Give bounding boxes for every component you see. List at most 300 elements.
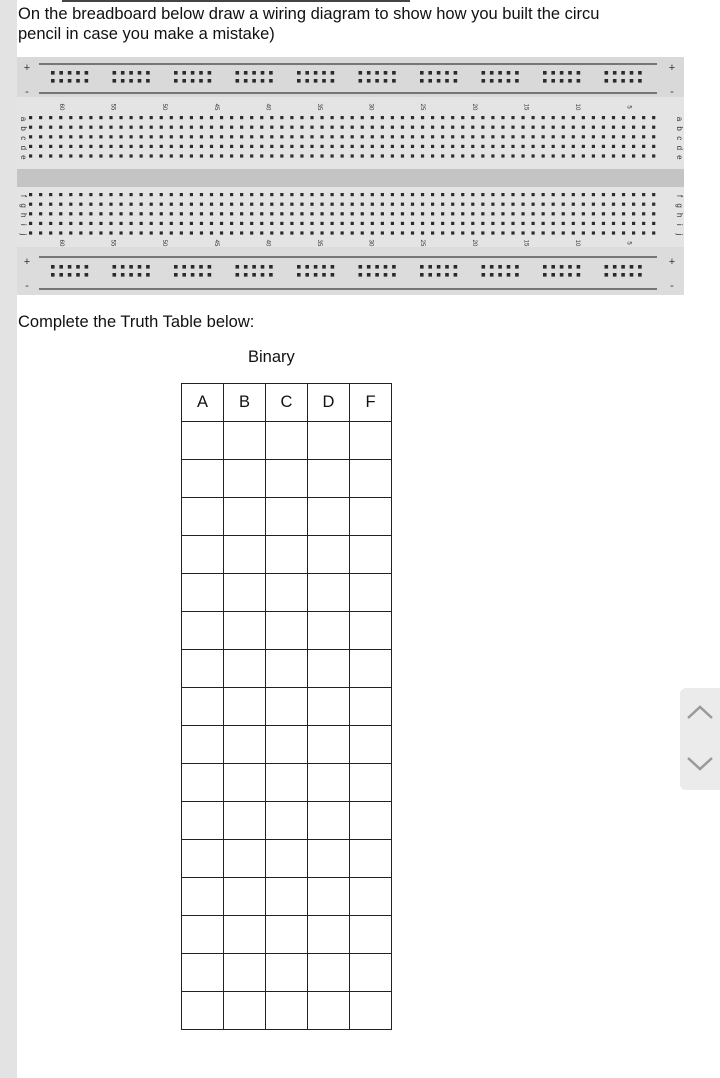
truth-table-cell[interactable] [350, 460, 392, 498]
terminal-hole [99, 203, 102, 206]
terminal-hole [431, 116, 434, 119]
terminal-hole [29, 116, 32, 119]
terminal-hole [300, 193, 303, 196]
truth-table-cell[interactable] [350, 764, 392, 802]
truth-table-cell[interactable] [224, 954, 266, 992]
terminal-hole [532, 154, 535, 157]
column-number: 30 [367, 239, 374, 247]
terminal-hole [200, 212, 203, 215]
truth-table-cell[interactable] [224, 764, 266, 802]
terminal-hole [300, 135, 303, 138]
terminal-hole [461, 212, 464, 215]
rail-hole [437, 265, 441, 269]
terminal-hole [411, 231, 414, 234]
truth-table-cell[interactable] [266, 802, 308, 840]
rail-hole [322, 273, 326, 277]
terminal-hole [130, 193, 133, 196]
truth-table-row [182, 688, 392, 726]
complete-truth-table-label: Complete the Truth Table below: [18, 313, 255, 331]
terminal-hole [542, 116, 545, 119]
truth-table-cell[interactable] [350, 916, 392, 954]
truth-table-cell[interactable] [266, 840, 308, 878]
truth-table-cell[interactable] [308, 536, 350, 574]
truth-table-cell[interactable] [266, 992, 308, 1030]
truth-table-cell[interactable] [182, 650, 224, 688]
terminal-hole [320, 145, 323, 148]
truth-table-row [182, 498, 392, 536]
rail-hole [428, 265, 432, 269]
rail-hole [182, 265, 186, 269]
rail-hole [322, 71, 326, 75]
terminal-hole [341, 231, 344, 234]
terminal-hole [532, 126, 535, 129]
terminal-hole [270, 222, 273, 225]
terminal-hole [39, 222, 42, 225]
terminal-hole [240, 212, 243, 215]
terminal-hole [401, 135, 404, 138]
rail-plus-label: + [668, 256, 676, 268]
truth-table-cell[interactable] [224, 726, 266, 764]
rail-hole [252, 273, 256, 277]
rail-hole [129, 79, 133, 83]
truth-table-cell[interactable] [308, 498, 350, 536]
terminal-hole [69, 126, 72, 129]
truth-table-cell[interactable] [182, 726, 224, 764]
terminal-hole [612, 135, 615, 138]
terminal-hole [69, 222, 72, 225]
terminal-hole [391, 154, 394, 157]
terminal-hole [562, 145, 565, 148]
terminal-hole [180, 231, 183, 234]
terminal-hole [391, 193, 394, 196]
terminal-hole [351, 154, 354, 157]
terminal-hole [260, 145, 263, 148]
rail-hole [482, 79, 486, 83]
truth-table-cell[interactable] [350, 498, 392, 536]
truth-table-cell[interactable] [350, 650, 392, 688]
truth-table-cell[interactable] [224, 612, 266, 650]
terminal-hole [381, 212, 384, 215]
truth-table-cell[interactable] [266, 726, 308, 764]
truth-table-cell[interactable] [308, 726, 350, 764]
column-number: 15 [522, 239, 529, 247]
terminal-hole [471, 231, 474, 234]
rail-hole [85, 79, 89, 83]
terminal-hole [331, 135, 334, 138]
terminal-hole [250, 145, 253, 148]
terminal-hole [532, 193, 535, 196]
terminal-hole [572, 116, 575, 119]
rail-hole [199, 273, 203, 277]
truth-table-cell[interactable] [182, 992, 224, 1030]
terminal-hole [270, 126, 273, 129]
rail-hole [191, 79, 195, 83]
terminal-hole [451, 116, 454, 119]
terminal-hole [642, 193, 645, 196]
terminal-hole [552, 193, 555, 196]
truth-table-cell[interactable] [224, 802, 266, 840]
terminal-hole [250, 231, 253, 234]
terminal-hole [491, 203, 494, 206]
terminal-hole [79, 116, 82, 119]
terminal-hole [431, 212, 434, 215]
truth-table-cell[interactable] [266, 916, 308, 954]
column-number: 35 [316, 239, 322, 247]
terminal-hole [290, 203, 293, 206]
terminal-hole [240, 135, 243, 138]
terminal-hole [240, 203, 243, 206]
truth-table-cell[interactable] [224, 422, 266, 460]
truth-table-cell[interactable] [308, 840, 350, 878]
terminal-hole [331, 203, 334, 206]
chevron-down-icon [684, 748, 716, 780]
truth-table-cell[interactable] [350, 574, 392, 612]
truth-table-cell[interactable] [224, 498, 266, 536]
rail-hole [199, 265, 203, 269]
terminal-hole [491, 212, 494, 215]
terminal-hole [411, 203, 414, 206]
truth-table-cell[interactable] [182, 612, 224, 650]
truth-table-cell[interactable] [266, 878, 308, 916]
terminal-hole [220, 116, 223, 119]
truth-table-cell[interactable] [182, 536, 224, 574]
rail-hole [146, 71, 150, 75]
terminal-hole [622, 203, 625, 206]
terminal-hole [99, 145, 102, 148]
terminal-hole [250, 222, 253, 225]
rail-hole [551, 71, 555, 75]
terminal-hole [130, 116, 133, 119]
truth-table-cell[interactable] [266, 650, 308, 688]
truth-table-cell[interactable] [308, 574, 350, 612]
rail-hole [305, 265, 309, 269]
terminal-hole [210, 116, 213, 119]
row-letter-left: d [19, 145, 28, 151]
terminal-hole [542, 154, 545, 157]
truth-table-cell[interactable] [350, 840, 392, 878]
truth-table-cell[interactable] [308, 954, 350, 992]
terminal-hole [582, 203, 585, 206]
terminal-hole [270, 193, 273, 196]
truth-table-cell[interactable] [308, 650, 350, 688]
rail-hole [568, 273, 572, 277]
terminal-hole [602, 193, 605, 196]
truth-table-cell[interactable] [224, 574, 266, 612]
column-number: 15 [522, 103, 529, 111]
rail-hole [630, 265, 634, 269]
rail-hole [375, 71, 379, 75]
rail-hole [199, 71, 203, 75]
terminal-hole [280, 222, 283, 225]
terminal-hole [210, 193, 213, 196]
terminal-hole [150, 126, 153, 129]
terminal-hole [310, 116, 313, 119]
terminal-hole [79, 193, 82, 196]
truth-table-cell[interactable] [266, 498, 308, 536]
truth-table-cell[interactable] [182, 460, 224, 498]
terminal-hole [491, 222, 494, 225]
terminal-hole [481, 222, 484, 225]
rail-hole [129, 273, 133, 277]
terminal-hole [200, 145, 203, 148]
terminal-hole [310, 145, 313, 148]
terminal-hole [331, 154, 334, 157]
terminal-hole [69, 203, 72, 206]
terminal-hole [290, 154, 293, 157]
terminal-hole [190, 222, 193, 225]
rail-hole [543, 79, 547, 83]
terminal-hole [391, 145, 394, 148]
truth-table-cell[interactable] [224, 916, 266, 954]
terminal-hole [391, 203, 394, 206]
truth-table-cell[interactable] [182, 802, 224, 840]
terminal-hole [310, 193, 313, 196]
rail-hole [568, 71, 572, 75]
rail-hole [297, 265, 301, 269]
terminal-hole [250, 116, 253, 119]
terminal-hole [421, 222, 424, 225]
truth-table-cell[interactable] [182, 954, 224, 992]
terminal-hole [351, 145, 354, 148]
terminal-hole [29, 212, 32, 215]
rail-hole [428, 79, 432, 83]
truth-table-cell[interactable] [224, 536, 266, 574]
terminal-hole [331, 212, 334, 215]
terminal-hole [431, 222, 434, 225]
rail-hole [543, 273, 547, 277]
terminal-hole [451, 212, 454, 215]
truth-table-cell[interactable] [266, 536, 308, 574]
rail-hole [121, 273, 125, 277]
truth-table-cell[interactable] [182, 916, 224, 954]
rail-hole [490, 79, 494, 83]
terminal-hole [69, 154, 72, 157]
terminal-hole [481, 203, 484, 206]
truth-table-cell[interactable] [266, 764, 308, 802]
terminal-hole [320, 154, 323, 157]
terminal-hole [441, 126, 444, 129]
rail-hole [121, 79, 125, 83]
truth-table-cell[interactable] [308, 460, 350, 498]
rail-hole [568, 265, 572, 269]
terminal-hole [632, 145, 635, 148]
terminal-hole [572, 203, 575, 206]
terminal-hole [612, 231, 615, 234]
terminal-hole [29, 126, 32, 129]
terminal-hole [451, 126, 454, 129]
terminal-hole [39, 126, 42, 129]
terminal-hole [140, 116, 143, 119]
terminal-hole [602, 116, 605, 119]
truth-table-row [182, 840, 392, 878]
terminal-hole [622, 145, 625, 148]
terminal-hole [331, 222, 334, 225]
terminal-hole [250, 126, 253, 129]
terminal-hole [552, 203, 555, 206]
terminal-hole [79, 203, 82, 206]
truth-table-cell[interactable] [266, 460, 308, 498]
truth-table-cell[interactable] [350, 422, 392, 460]
truth-table-cell[interactable] [182, 764, 224, 802]
terminal-hole [642, 203, 645, 206]
truth-table-cell[interactable] [182, 878, 224, 916]
terminal-hole [652, 145, 655, 148]
truth-table-cell[interactable] [182, 498, 224, 536]
terminal-hole [190, 154, 193, 157]
truth-table-cell[interactable] [266, 422, 308, 460]
truth-table-cell[interactable] [308, 878, 350, 916]
terminal-hole [411, 126, 414, 129]
rail-hole [384, 273, 388, 277]
terminal-hole [130, 145, 133, 148]
terminal-hole [421, 231, 424, 234]
terminal-hole [59, 154, 62, 157]
row-letter-right: j [675, 233, 684, 236]
truth-table-cell[interactable] [308, 992, 350, 1030]
row-letter-left: h [19, 212, 28, 218]
terminal-hole [421, 135, 424, 138]
truth-table-cell[interactable] [266, 954, 308, 992]
terminal-hole [140, 212, 143, 215]
terminal-hole [160, 212, 163, 215]
truth-table-cell[interactable] [224, 992, 266, 1030]
truth-table-cell[interactable] [182, 688, 224, 726]
rail-hole [174, 273, 178, 277]
scroll-up-button[interactable] [684, 696, 716, 728]
terminal-hole [582, 212, 585, 215]
scroll-down-button[interactable] [684, 748, 716, 780]
terminal-hole [572, 126, 575, 129]
truth-table-cell[interactable] [266, 574, 308, 612]
terminal-hole [160, 116, 163, 119]
terminal-hole [521, 145, 524, 148]
rail-hole [551, 265, 555, 269]
terminal-hole [270, 154, 273, 157]
terminal-hole [521, 126, 524, 129]
terminal-hole [59, 212, 62, 215]
terminal-hole [280, 135, 283, 138]
truth-table-cell[interactable] [350, 688, 392, 726]
truth-table-cell[interactable] [224, 878, 266, 916]
truth-table-cell[interactable] [224, 688, 266, 726]
terminal-hole [220, 222, 223, 225]
terminal-hole [542, 126, 545, 129]
truth-table-cell[interactable] [350, 536, 392, 574]
terminal-hole [240, 145, 243, 148]
terminal-hole [431, 193, 434, 196]
rail-hole [454, 71, 458, 75]
rail-hole [613, 71, 617, 75]
terminal-hole [270, 212, 273, 215]
truth-table-cell[interactable] [308, 764, 350, 802]
terminal-hole [431, 203, 434, 206]
terminal-hole [89, 222, 92, 225]
rail-hole [454, 265, 458, 269]
terminal-hole [160, 154, 163, 157]
truth-table-cell[interactable] [350, 612, 392, 650]
terminal-hole [602, 222, 605, 225]
truth-table-cell[interactable] [182, 840, 224, 878]
rail-hole [498, 273, 502, 277]
terminal-hole [642, 212, 645, 215]
truth-table [181, 383, 392, 1030]
truth-table-cell[interactable] [224, 840, 266, 878]
truth-table-cell[interactable] [224, 650, 266, 688]
truth-table-cell[interactable] [224, 460, 266, 498]
terminal-hole [230, 212, 233, 215]
terminal-hole [220, 126, 223, 129]
rail-hole [507, 273, 511, 277]
truth-table-cell[interactable] [182, 422, 224, 460]
terminal-hole [461, 222, 464, 225]
row-letter-right: a [675, 116, 684, 122]
truth-table-row [182, 764, 392, 802]
truth-table-cell[interactable] [350, 878, 392, 916]
terminal-hole [260, 126, 263, 129]
truth-table-cell[interactable] [308, 422, 350, 460]
terminal-hole [79, 231, 82, 234]
terminal-hole [572, 231, 575, 234]
rail-hole [638, 79, 642, 83]
terminal-hole [572, 145, 575, 148]
left-margin-strip [0, 0, 17, 1078]
terminal-hole [371, 193, 374, 196]
terminal-hole [109, 116, 112, 119]
truth-table-cell[interactable] [308, 802, 350, 840]
truth-table-row [182, 422, 392, 460]
rail-hole [428, 273, 432, 277]
truth-table-cell[interactable] [350, 954, 392, 992]
rail-hole [314, 265, 318, 269]
truth-table-cell[interactable] [182, 574, 224, 612]
terminal-hole [622, 212, 625, 215]
terminal-hole [562, 203, 565, 206]
terminal-hole [140, 154, 143, 157]
truth-table-cell[interactable] [350, 992, 392, 1030]
terminal-hole [119, 222, 122, 225]
terminal-hole [190, 116, 193, 119]
truth-table-cell[interactable] [308, 612, 350, 650]
terminal-hole [632, 212, 635, 215]
truth-table-cell[interactable] [308, 916, 350, 954]
truth-table-cell[interactable] [266, 688, 308, 726]
terminal-hole [612, 116, 615, 119]
truth-table-cell[interactable] [350, 726, 392, 764]
terminal-hole [290, 231, 293, 234]
terminal-hole [190, 203, 193, 206]
terminal-hole [441, 231, 444, 234]
terminal-hole [642, 231, 645, 234]
terminal-hole [140, 126, 143, 129]
truth-table-cell[interactable] [266, 612, 308, 650]
terminal-hole [180, 154, 183, 157]
terminal-hole [451, 193, 454, 196]
truth-table-cell[interactable] [308, 688, 350, 726]
terminal-hole [130, 126, 133, 129]
column-number: 5 [625, 105, 632, 109]
terminal-hole [532, 231, 535, 234]
truth-table-cell[interactable] [350, 802, 392, 840]
terminal-hole [240, 154, 243, 157]
terminal-hole [361, 231, 364, 234]
rail-hole [59, 79, 63, 83]
terminal-hole [119, 231, 122, 234]
terminal-hole [230, 145, 233, 148]
rail-hole [208, 265, 212, 269]
terminal-hole [622, 222, 625, 225]
rail-hole [314, 273, 318, 277]
terminal-hole [220, 193, 223, 196]
